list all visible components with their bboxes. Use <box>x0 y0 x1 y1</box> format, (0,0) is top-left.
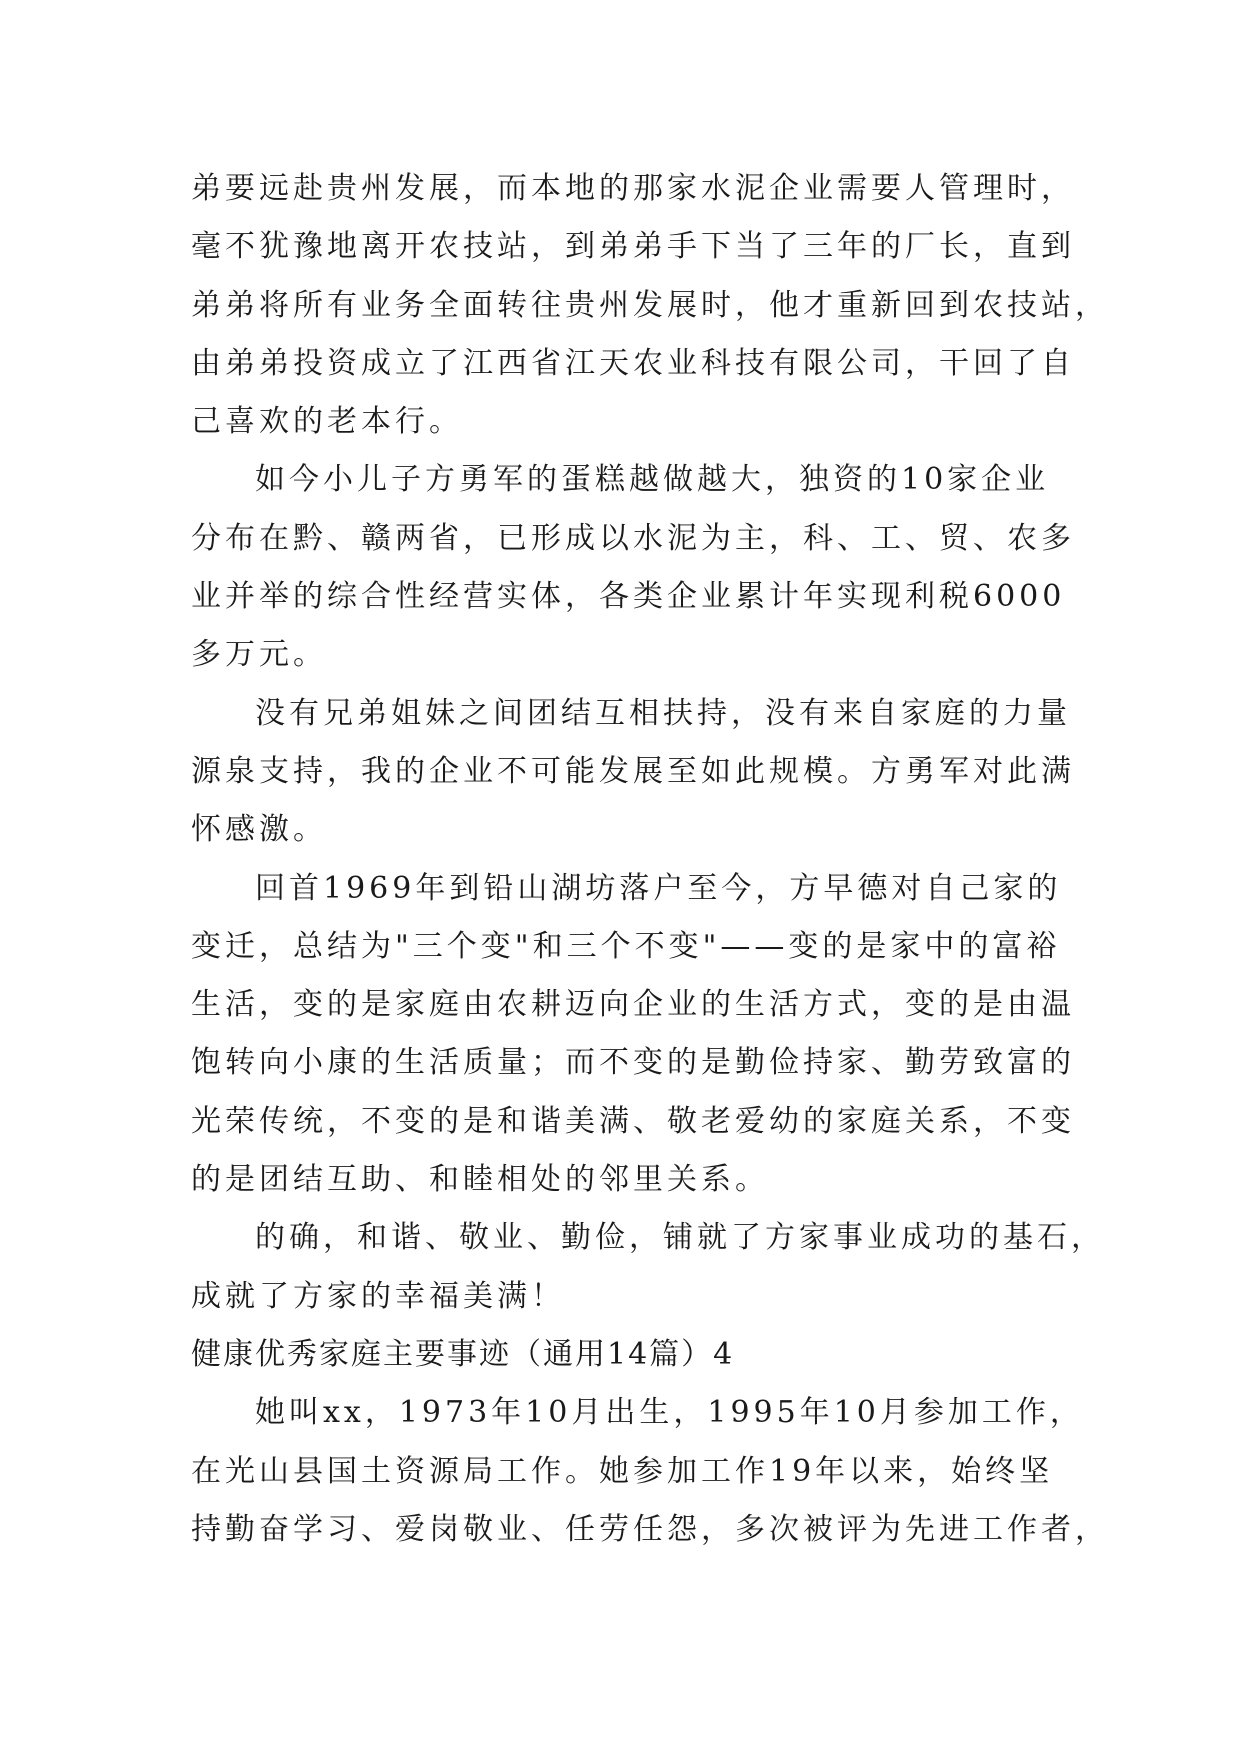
text-line: 怀感激。 <box>191 812 327 848</box>
text-line: 的是团结互助、和睦相处的邻里关系。 <box>191 1162 769 1198</box>
body-text <box>191 160 1109 1559</box>
paragraph-start-line: 她叫xx，1973年10月出生，1995年10月参加工作， <box>255 1395 1084 1431</box>
paragraph-start-line: 回首1969年到铅山湖坊落户至今，方早德对自己家的 <box>255 870 1062 906</box>
text-line: 弟弟将所有业务全面转往贵州发展时，他才重新回到农技站， <box>191 287 1109 323</box>
text-line: 己喜欢的老本行。 <box>191 404 463 440</box>
text-line: 光荣传统，不变的是和谐美满、敬老爱幼的家庭关系，不变 <box>191 1103 1075 1139</box>
section-heading: 健康优秀家庭主要事迹（通用14篇）4 <box>191 1336 735 1372</box>
text-line: 在光山县国土资源局工作。她参加工作19年以来，始终坚 <box>191 1453 1054 1489</box>
text-line: 毫不犹豫地离开农技站，到弟弟手下当了三年的厂长，直到 <box>191 229 1075 265</box>
text-line: 成就了方家的幸福美满！ <box>191 1278 565 1314</box>
text-line: 分布在黔、赣两省，已形成以水泥为主，科、工、贸、农多 <box>191 520 1075 556</box>
paragraph-start-line: 的确，和谐、敬业、勤俭，铺就了方家事业成功的基石， <box>255 1220 1105 1256</box>
text-line: 由弟弟投资成立了江西省江天农业科技有限公司，干回了自 <box>191 345 1075 381</box>
text-line: 弟要远赴贵州发展，而本地的那家水泥企业需要人管理时， <box>191 171 1075 206</box>
text-line: 持勤奋学习、爱岗敬业、任劳任怨，多次被评为先进工作者， <box>191 1511 1109 1547</box>
paragraph-start-line: 没有兄弟姐妹之间团结互相扶持，没有来自家庭的力量 <box>255 695 1071 731</box>
text-line: 变迁，总结为"三个变"和三个不变"——变的是家中的富裕 <box>191 928 1061 964</box>
text-line: 业并举的综合性经营实体，各类企业累计年实现利税6000 <box>191 579 1066 615</box>
text-line: 生活，变的是家庭由农耕迈向企业的生活方式，变的是由温 <box>191 987 1075 1023</box>
text-line: 多万元。 <box>191 637 327 673</box>
text-line: 饱转向小康的生活质量；而不变的是勤俭持家、勤劳致富的 <box>191 1045 1075 1081</box>
text-line: 源泉支持，我的企业不可能发展至如此规模。方勇军对此满 <box>191 753 1075 789</box>
paragraph-start-line: 如今小儿子方勇军的蛋糕越做越大，独资的10家企业 <box>255 462 1050 498</box>
